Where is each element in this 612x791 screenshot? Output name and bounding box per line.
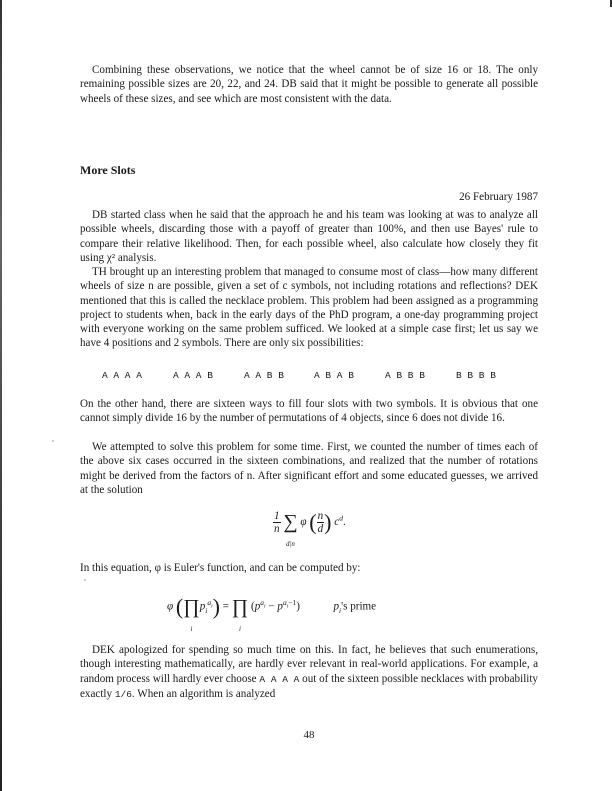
necklace-formula: $\frac{1}{n}$ ∑ d|n φ ( $\frac{n}{d}$ ) $c^d$. [274, 509, 346, 549]
euler-formula: φ (∏ i $p_i^{a_i}$) = ∏ i $(p^{a_i} - p^{a_i-1})$ $p_i's$ prime [167, 593, 377, 633]
paragraph-text: DB started class when he said that the approach he and his team was looking at was to analyze all possible wheels, discarding those with a payoff of greater than 100%, and then use Bayes' rule to compare their relative likelihood. Then, for each possible wheel, also calculate how closely they fit using χ² analysis. [80, 209, 538, 264]
paragraph-text: Combining these observations, we notice that the wheel cannot be of size 16 or 18. The only remaining possible sizes are 20, 22, and 24. DB said that it might be possible to generate all possible wheels of these sizes, and see which are most consistent with the data. [80, 64, 538, 105]
paragraph-text: DEK apologized for spending so much time on this. In fact, he believes that such enumerations, though interesting mathematically, are hardly ever relevant in real-world applications. For example, a random process will hardly ever choose A A A A out of the sixteen possible necklaces with probability exactly 1/6. When an algorithm is analyzed [80, 644, 538, 700]
necklace-item: B B B B [456, 370, 496, 381]
paragraph-euler-function [80, 561, 538, 575]
necklace-item: A A B B [244, 370, 284, 381]
paragraph-text: On the other hand, there are sixteen ways to fill four slots with two symbols. It is obvious that one cannot simply divide 16 by the number of permutations of 4 objects, since 6 does not divide 16. [80, 398, 538, 425]
paragraph-text: We attempted to solve this problem for some time. First, we counted the number of times each of the above six cases occurred in the sixteen combinations, and realized that the number of rotations might be derived from the factors of n. After significant effort and some educated guesses, we arrived at the solution [80, 441, 538, 496]
fraction-one-over-n: $\frac{1}{n}$ [274, 510, 280, 535]
phi-symbol: φ [300, 516, 307, 529]
scan-edge-left [0, 0, 2, 791]
necklace-item: A A A B [173, 370, 213, 381]
entry-date: 26 February 1987 [459, 191, 538, 203]
necklace-item: A A A A [102, 370, 142, 381]
paragraph-text: In this equation, φ is Euler's function, and can be computed by: [80, 562, 361, 574]
paragraph-necklace-problem [80, 265, 538, 351]
product-symbol: ∏ i [231, 595, 249, 633]
paragraph-sixteen-ways [80, 397, 538, 426]
summation-symbol: ∑ d|n [283, 511, 298, 549]
paragraph-wheel-sizes [80, 63, 538, 106]
scan-speck [52, 440, 54, 442]
fraction-n-over-d: $\frac{n}{d}$ [317, 510, 324, 535]
paragraph-dek-apology [80, 643, 538, 702]
scan-speck [84, 579, 86, 581]
product-symbol: ∏ i [183, 595, 200, 633]
necklace-item: A B A B [314, 370, 354, 381]
necklace-item: A B B B [385, 370, 425, 381]
code-one-sixth: 1/6 [114, 688, 132, 700]
code-aaaa: A A A A [259, 673, 300, 685]
paragraph-text: TH brought up an interesting problem that managed to consume most of class—how many different wheels of size n are possible, given a set of c symbols, not including rotations and reflections? DEK mentioned that this is called the necklace problem. This problem had been assigned as a programming project to students when, back in the early days of the PhD program, a one-day programming project with everyone working on the same problem sufficed. We looked at a simple case first; let us say we have 4 positions and 2 symbols. There are only six possibilities: [80, 266, 538, 350]
page-number: 48 [303, 729, 315, 741]
paragraph-solution [80, 440, 538, 497]
section-heading: More Slots [80, 163, 136, 177]
paragraph-db-approach [80, 208, 538, 265]
